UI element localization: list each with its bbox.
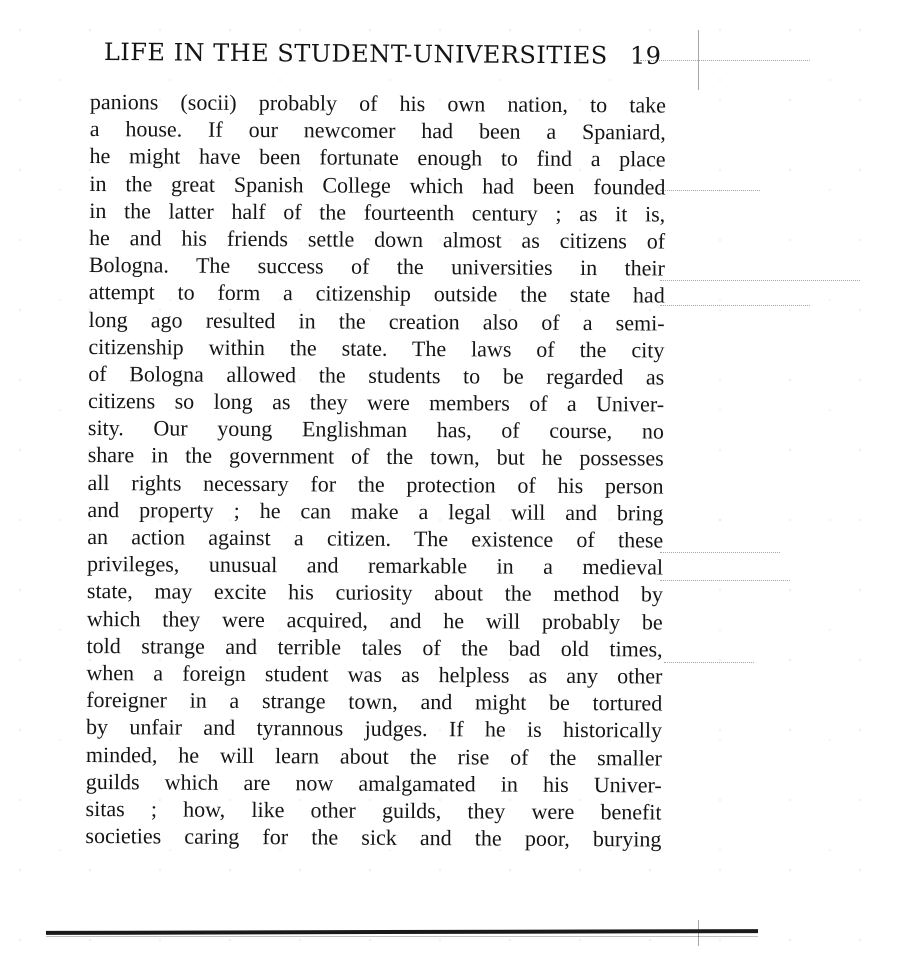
body-text bbox=[85, 88, 666, 853]
scan-artifact bbox=[660, 580, 790, 582]
text-line: of Bologna allowed the students to be regarded as bbox=[88, 360, 665, 390]
text-line: privileges, unusual and remarkable in a medieval bbox=[87, 551, 664, 580]
text-line: in the great Spanish College which had been founded bbox=[89, 170, 666, 200]
text-line: citizens so long as they were members of a Univer- bbox=[88, 388, 665, 417]
text-line: in the latter half of the fourteenth century ; as it is, bbox=[89, 197, 666, 227]
text-line: long ago resulted in the creation also of a semi- bbox=[88, 306, 665, 336]
text-line: guilds which are now amalgamated in his Univer- bbox=[85, 768, 662, 798]
text-line: sitas ; how, like other guilds, they were benefit bbox=[85, 795, 662, 825]
text-line: Bologna. The success of the universities in their bbox=[88, 252, 665, 281]
text-line: when a foreign student was as helpless as any other bbox=[86, 659, 663, 689]
scan-artifact bbox=[640, 60, 810, 62]
text-line: an action against a citizen. The existence of these bbox=[87, 523, 664, 553]
text-line: sity. Our young Englishman has, of course, no bbox=[87, 415, 664, 444]
running-header bbox=[104, 38, 664, 70]
text-line: citizenship within the state. The laws of the city bbox=[88, 333, 665, 363]
text-line: by unfair and tyrannous judges. If he is historically bbox=[86, 714, 663, 743]
text-line: he and his friends settle down almost as citizens of bbox=[89, 224, 666, 254]
text-line: which they were acquired, and he will probably be bbox=[86, 605, 663, 635]
text-line: panions (socii) probably of his own nation, to take bbox=[89, 88, 666, 118]
scan-artifact bbox=[660, 190, 760, 192]
text-line: and property ; he can make a legal will and bring bbox=[87, 496, 664, 526]
text-line: told strange and terrible tales of the bad old times, bbox=[86, 632, 663, 662]
text-line: he might have been fortunate enough to find a place bbox=[89, 143, 666, 172]
text-line: state, may excite his curiosity about the method by bbox=[86, 578, 663, 607]
margin-mark bbox=[698, 30, 699, 90]
scan-artifact bbox=[660, 280, 860, 282]
text-line: share in the government of the town, but he possesses bbox=[87, 442, 664, 471]
scan-artifact bbox=[660, 305, 810, 307]
running-title: LIFE IN THE STUDENT-UNIVERSITIES bbox=[103, 38, 608, 70]
text-line: all rights necessary for the protection of his person bbox=[87, 469, 664, 499]
text-line: foreigner in a strange town, and might be tortured bbox=[86, 687, 663, 716]
text-line: a house. If our newcomer had been a Spaniard, bbox=[89, 116, 666, 145]
text-line: minded, he will learn about the rise of the smaller bbox=[85, 741, 662, 771]
bottom-rule bbox=[46, 929, 758, 935]
scan-artifact bbox=[660, 552, 780, 554]
text-line: societies caring for the sick and the poor, burying bbox=[85, 823, 662, 852]
bottom-rule-shadow bbox=[46, 936, 758, 937]
scan-artifact bbox=[664, 662, 754, 664]
text-line: attempt to form a citizenship outside the state had bbox=[88, 279, 665, 308]
page-number: 19 bbox=[629, 41, 662, 70]
